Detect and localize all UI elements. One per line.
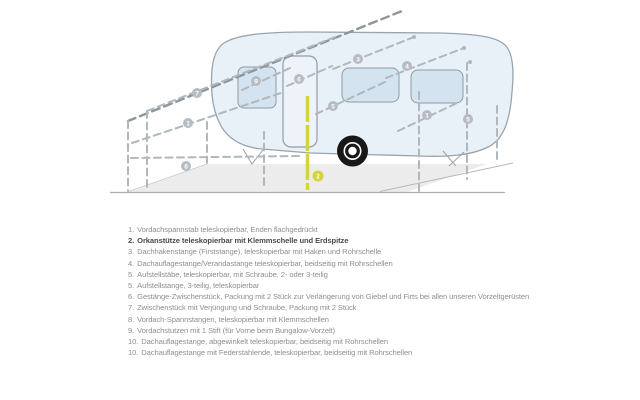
pole-end-cap [468,60,472,64]
legend-item-number: 10. [128,337,139,347]
part-marker-number: 1 [186,120,190,128]
pole-end-cap [412,35,416,39]
part-marker-number: 8 [184,163,188,171]
legend-item-text: Zwischenstück mit Verjüngung und Schraube, Packung mit 2 Stück [137,303,357,313]
part-marker-number: 5 [466,116,470,124]
legend-item-text: Vordachspannstab teleskopierbar, Enden flachgedrückt [137,225,318,234]
legend-item-number: 10. [128,348,139,358]
legend-item-number: 7. [128,303,135,313]
pole-end-cap [462,46,466,50]
wheel [337,136,368,167]
part-marker-number: 4 [405,63,409,71]
legend-item [128,347,568,358]
part-marker-number: 1 [425,112,429,120]
legend-item-number: 9. [128,325,135,335]
legend-item-number: 1. [128,225,135,234]
legend-item-number: 8. [128,314,135,324]
legend-item-text: Dachhakenstange (Firststange), teleskopierbar mit Haken und Rohrschelle [137,247,382,257]
legend-item-number: 6. [128,292,135,302]
legend-item-number: 3. [128,247,135,257]
part-marker-number: 7 [195,90,199,98]
legend-item-number: 4. [128,258,135,268]
legend-item-text: Dachauflagestange mit Federstahlende, teleskopierbar, beidseitig mit Rohrschellen [141,348,413,358]
part-marker-number: 3 [356,56,360,64]
legend-item [128,302,568,313]
legend-item [128,291,568,302]
part-marker-number: 5 [331,103,335,111]
legend-item-number: 5. [128,281,135,291]
legend-item-text: Dachauflagestange, abgewinkelt teleskopierbar, beidseitig mit Rohrschellen [141,337,388,347]
legend-item-text: Gestänge-Zwischenstück, Packung mit 2 Stück zur Verlängerung von Giebel und Firts bei allen unseren Vorzeltgerüsten [137,292,530,302]
legend-item [128,224,568,235]
part-marker-number: 9 [254,78,258,86]
legend-item [128,280,568,291]
legend-item-text: Aufstellstäbe, teleskopierbar, mit Schraube, 2- oder 3-teilig [137,269,328,279]
legend-item [128,258,568,269]
legend-item-text: Aufstellstange, 3-teilig, teleskopierbar [137,281,260,291]
legend-item-text: Vordach-Spannstangen, teleskopierbar mit Klemmschellen [137,314,329,324]
legend-item [128,235,568,246]
legend-item [128,314,568,325]
legend-item-text: Orkanstütze teleskopierbar mit Klemmschelle und Erdspitze [137,236,349,246]
legend-item-text: Vordachstutzen mit 1 Stift (für Vorne beim Bungalow-Vorzelt) [137,325,336,335]
legend-item [128,246,568,257]
part-marker-number: 2 [316,173,320,181]
legend-item [128,325,568,336]
legend-item [128,336,568,347]
part-marker-number: 6 [297,76,301,84]
legend-item-number: 2. [128,236,135,246]
legend-item [128,269,568,280]
span-rail [131,156,302,158]
legend-item-text: Dachauflagestange/Verandastange teleskopierbar, beidseitig mit Rohrschellen [137,258,393,268]
legend-list [128,224,568,358]
legend-item-number: 5. [128,269,135,279]
